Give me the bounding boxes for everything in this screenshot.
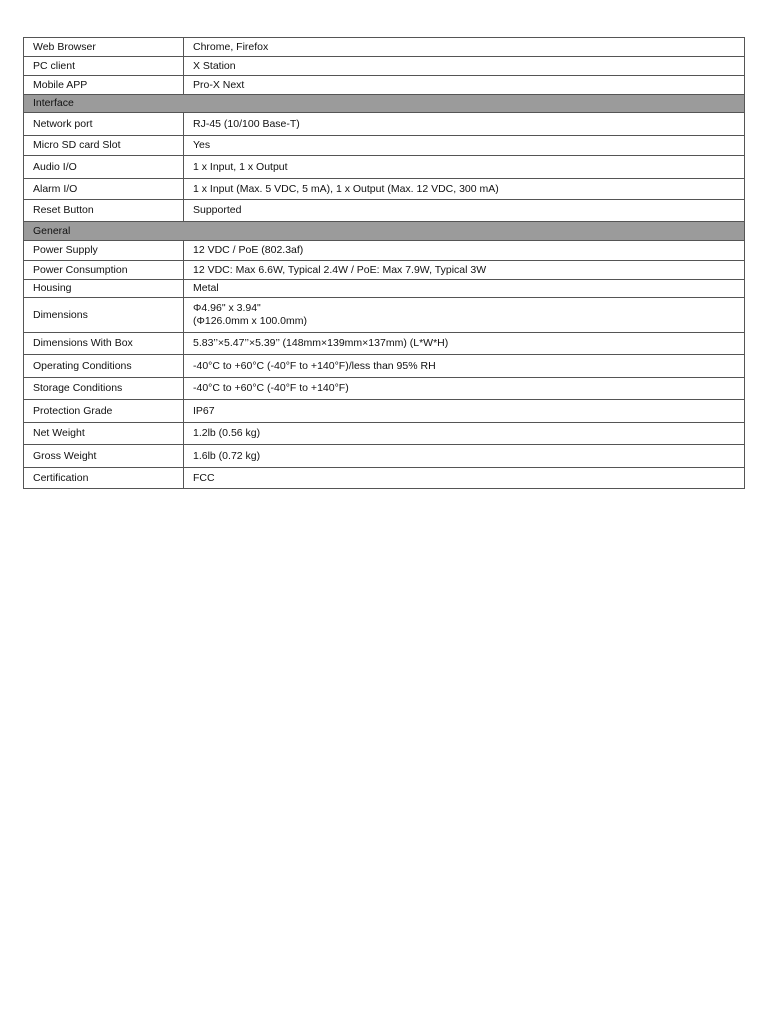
spec-value: Supported xyxy=(184,200,745,222)
spec-label: Mobile APP xyxy=(24,76,184,95)
spec-row xyxy=(24,280,745,298)
spec-label: Alarm I/O xyxy=(24,179,184,200)
spec-value: 1.2lb (0.56 kg) xyxy=(184,423,745,445)
spec-label: Web Browser xyxy=(24,38,184,57)
spec-value: IP67 xyxy=(184,400,745,423)
spec-value: 5.83’’×5.47’’×5.39’’ (148mm×139mm×137mm) (L*W*H) xyxy=(184,333,745,355)
spec-label: Reset Button xyxy=(24,200,184,222)
spec-row xyxy=(24,156,745,179)
spec-label: Protection Grade xyxy=(24,400,184,423)
spec-value: X Station xyxy=(184,57,745,76)
spec-row xyxy=(24,200,745,222)
spec-row xyxy=(24,468,745,489)
spec-value: 1 x Input, 1 x Output xyxy=(184,156,745,179)
spec-value: RJ-45 (10/100 Base-T) xyxy=(184,113,745,136)
spec-value-line: (Φ126.0mm x 100.0mm) xyxy=(193,315,307,327)
spec-label: Operating Conditions xyxy=(24,355,184,378)
spec-label: Housing xyxy=(24,280,184,298)
spec-value: -40°C to +60°C (-40°F to +140°F) xyxy=(184,378,745,400)
spec-label: Dimensions With Box xyxy=(24,333,184,355)
spec-value: 12 VDC: Max 6.6W, Typical 2.4W / PoE: Max 7.9W, Typical 3W xyxy=(184,261,745,280)
spec-value: Metal xyxy=(184,280,745,298)
spec-label: Net Weight xyxy=(24,423,184,445)
spec-value: Chrome, Firefox xyxy=(184,38,745,57)
spec-row xyxy=(24,57,745,76)
section-header-row xyxy=(24,222,745,241)
spec-value: 1.6lb (0.72 kg) xyxy=(184,445,745,468)
spec-row xyxy=(24,241,745,261)
spec-value: -40°C to +60°C (-40°F to +140°F)/less than 95% RH xyxy=(184,355,745,378)
spec-label: PC client xyxy=(24,57,184,76)
spec-table-body xyxy=(24,38,745,489)
spec-label: Audio I/O xyxy=(24,156,184,179)
spec-row xyxy=(24,38,745,57)
spec-row xyxy=(24,333,745,355)
spec-value xyxy=(184,298,745,333)
spec-row xyxy=(24,400,745,423)
spec-value: Pro-X Next xyxy=(184,76,745,95)
spec-label: Gross Weight xyxy=(24,445,184,468)
spec-row xyxy=(24,113,745,136)
spec-row xyxy=(24,445,745,468)
spec-row xyxy=(24,423,745,445)
spec-row xyxy=(24,378,745,400)
section-title: Interface xyxy=(24,95,745,113)
spec-value: 1 x Input (Max. 5 VDC, 5 mA), 1 x Output (Max. 12 VDC, 300 mA) xyxy=(184,179,745,200)
spec-row xyxy=(24,136,745,156)
spec-value: FCC xyxy=(184,468,745,489)
spec-label: Power Supply xyxy=(24,241,184,261)
section-title: General xyxy=(24,222,745,241)
spec-value: 12 VDC / PoE (802.3af) xyxy=(184,241,745,261)
spec-value-line: Φ4.96" x 3.94" xyxy=(193,302,261,314)
spec-label: Power Consumption xyxy=(24,261,184,280)
spec-row xyxy=(24,355,745,378)
spec-value: Yes xyxy=(184,136,745,156)
spec-label: Dimensions xyxy=(24,298,184,333)
spec-table xyxy=(23,37,745,489)
spec-label: Network port xyxy=(24,113,184,136)
section-header-row xyxy=(24,95,745,113)
spec-label: Storage Conditions xyxy=(24,378,184,400)
spec-label: Certification xyxy=(24,468,184,489)
spec-label: Micro SD card Slot xyxy=(24,136,184,156)
spec-row xyxy=(24,298,745,333)
spec-row xyxy=(24,179,745,200)
spec-row xyxy=(24,76,745,95)
spec-row xyxy=(24,261,745,280)
